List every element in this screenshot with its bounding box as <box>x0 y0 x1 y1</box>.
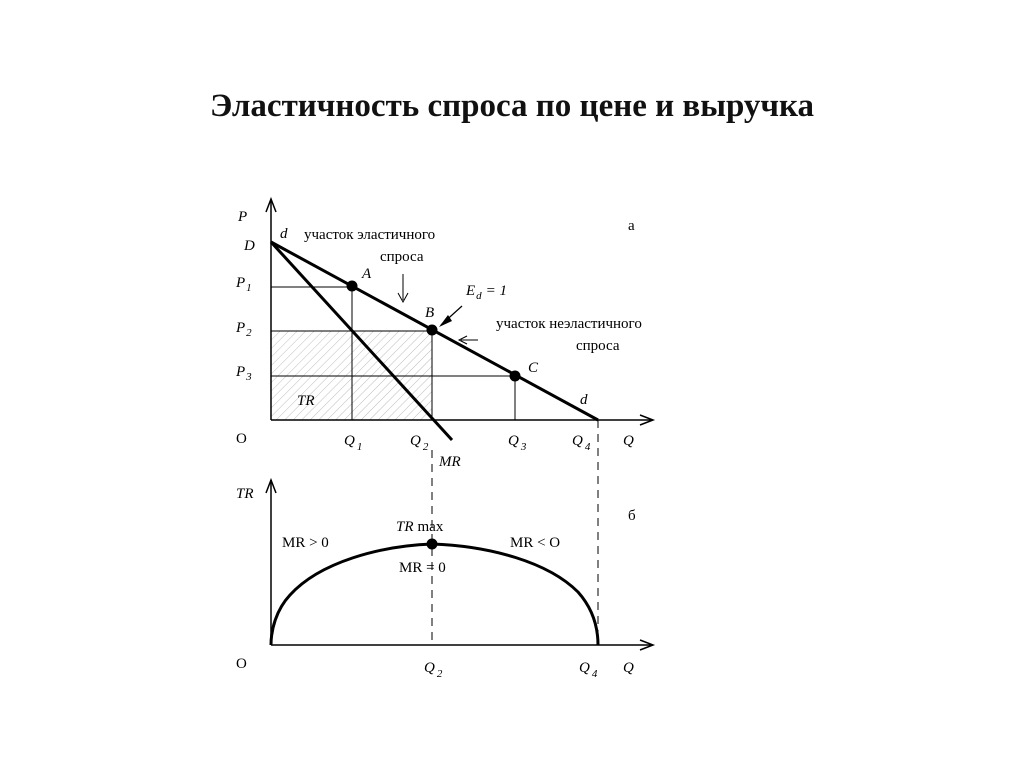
p2-label: $P_2$ <box>236 320 252 339</box>
mr-negative-label: MR < O <box>510 535 561 551</box>
origin-a: O <box>236 431 247 447</box>
point-b-label: B <box>425 305 435 321</box>
p-axis-label: P <box>238 209 248 225</box>
q3-label: Q $_3$ <box>508 433 527 453</box>
panel-b-tag: б <box>628 508 636 524</box>
elastic-label-1: участок эластичного <box>304 227 436 243</box>
mr-positive-label: MR > 0 <box>282 535 329 551</box>
q1-label: Q $_1$ <box>344 433 363 453</box>
mr-label: MR <box>439 454 461 470</box>
inelastic-label-1: участок неэластичного <box>496 316 642 332</box>
tr-max-label: TR max <box>396 519 444 535</box>
point-a-label: A <box>362 266 372 282</box>
p1-label: $P_1$ <box>236 275 252 294</box>
inelastic-label-2: спроса <box>576 338 620 354</box>
q-axis-label-b: Q <box>623 660 634 676</box>
tr-axis-label: TR <box>236 486 254 502</box>
elastic-label-2: спроса <box>380 249 424 265</box>
point-c-label: C <box>528 360 539 376</box>
tr-label: TR <box>297 393 315 409</box>
q2-label-b: Q $_2$ <box>424 660 443 680</box>
q4-label-b: Q $_4$ <box>579 660 598 680</box>
ed-label: $E_d = 1$ <box>466 283 508 302</box>
d-top-label: d <box>280 226 288 242</box>
q-axis-label-a: Q <box>623 433 634 449</box>
point-a <box>347 281 358 292</box>
mr-zero-label: MR = 0 <box>399 560 446 576</box>
point-b <box>427 325 438 336</box>
p3-label: $P_3$ <box>236 364 252 383</box>
q2-label: Q $_2$ <box>410 433 429 453</box>
slide-title: Эластичность спроса по цене и выручка <box>209 88 815 124</box>
panel-a-tag: a <box>628 218 635 234</box>
d-bottom-label: d <box>580 392 588 408</box>
origin-b: O <box>236 656 247 672</box>
q4-label: Q $_4$ <box>572 433 591 453</box>
point-c <box>510 371 521 382</box>
tr-max-point <box>427 539 438 550</box>
d-label: D <box>244 238 255 254</box>
